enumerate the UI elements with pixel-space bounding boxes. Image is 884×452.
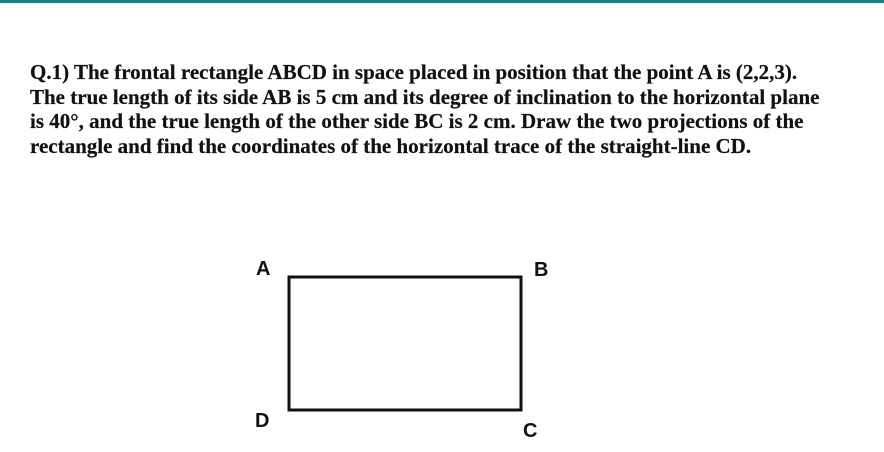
rectangle-abcd <box>289 277 521 410</box>
vertex-label-c: C <box>523 420 538 442</box>
question-text: Q.1) The frontal rectangle ABCD in space placed in position that the point A is (2,2,3). The true length of its side AB is 5 cm and its degree of inclination to the horizontal plane is 40°, and the true length of the other side BC is 2 cm. Draw the two projections of the rectangle and find the coordinates of the horizontal trace of the straight-line CD. <box>30 60 820 158</box>
vertex-label-a: A <box>256 258 271 280</box>
vertex-label-b: B <box>534 259 549 281</box>
vertex-label-d: D <box>255 410 270 432</box>
